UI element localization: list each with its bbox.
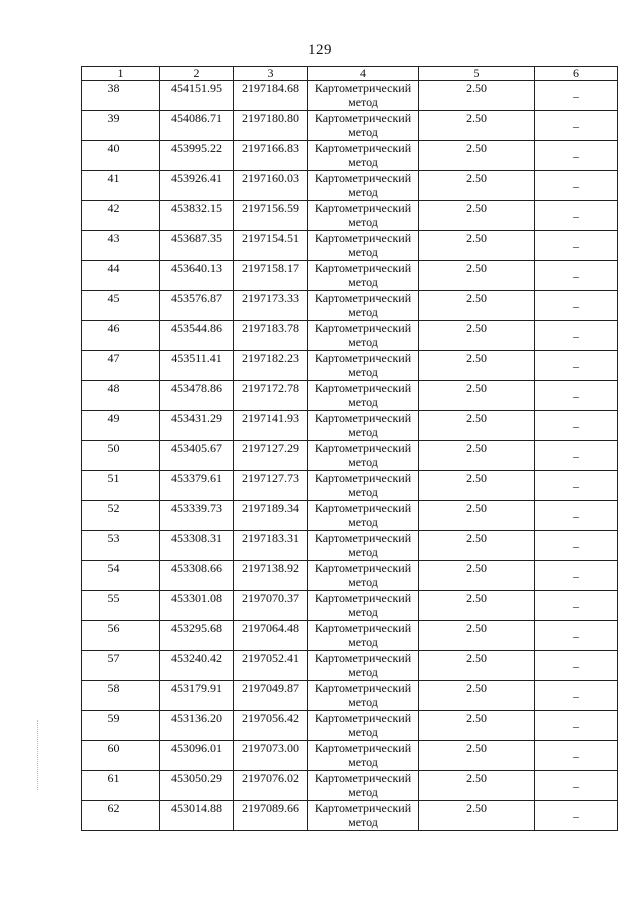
point-number-cell: 44: [82, 261, 160, 291]
coordinate-x-cell: 453576.87: [160, 291, 234, 321]
extra-cell: –: [535, 381, 618, 411]
method-line-2: метод: [348, 305, 378, 319]
method-cell: [308, 261, 419, 291]
extra-cell: –: [535, 471, 618, 501]
extra-cell: –: [535, 801, 618, 831]
method-cell: [308, 171, 419, 201]
extra-cell: –: [535, 141, 618, 171]
method-line-1: Картометрический: [314, 351, 412, 365]
point-number-cell: 53: [82, 531, 160, 561]
table-row: [82, 591, 618, 621]
method-cell: [308, 681, 419, 711]
precision-cell: 2.50: [419, 381, 535, 411]
method-line-1: Картометрический: [314, 741, 412, 755]
extra-cell: –: [535, 591, 618, 621]
coordinate-y-cell: 2197127.73: [234, 471, 308, 501]
coordinate-y-cell: 2197183.78: [234, 321, 308, 351]
method-line-2: метод: [348, 485, 378, 499]
page-number: 129: [308, 42, 332, 58]
precision-cell: 2.50: [419, 681, 535, 711]
extra-cell: –: [535, 621, 618, 651]
method-line-2: метод: [348, 785, 378, 799]
coordinate-x-cell: 453014.88: [160, 801, 234, 831]
point-number-cell: 43: [82, 231, 160, 261]
extra-cell: –: [535, 81, 618, 111]
method-line-1: Картометрический: [314, 441, 412, 455]
method-line-2: метод: [348, 395, 378, 409]
method-line-1: Картометрический: [314, 651, 412, 665]
extra-cell: –: [535, 681, 618, 711]
extra-cell: –: [535, 321, 618, 351]
extra-cell: –: [535, 171, 618, 201]
extra-cell: –: [535, 531, 618, 561]
precision-cell: 2.50: [419, 141, 535, 171]
method-line-2: метод: [348, 95, 378, 109]
table-row: [82, 231, 618, 261]
point-number-cell: 58: [82, 681, 160, 711]
coordinates-table: [81, 66, 618, 831]
method-line-1: Картометрический: [314, 711, 412, 725]
precision-cell: 2.50: [419, 231, 535, 261]
extra-cell: –: [535, 711, 618, 741]
method-line-2: метод: [348, 425, 378, 439]
method-cell: [308, 561, 419, 591]
point-number-cell: 40: [82, 141, 160, 171]
method-cell: [308, 471, 419, 501]
table-row: [82, 771, 618, 801]
coordinate-y-cell: 2197180.80: [234, 111, 308, 141]
coordinate-y-cell: 2197070.37: [234, 591, 308, 621]
method-line-1: Картометрический: [314, 261, 412, 275]
method-line-2: метод: [348, 185, 378, 199]
point-number-cell: 55: [82, 591, 160, 621]
coordinate-x-cell: 453295.68: [160, 621, 234, 651]
precision-cell: 2.50: [419, 81, 535, 111]
coordinate-x-cell: 453832.15: [160, 201, 234, 231]
extra-cell: –: [535, 291, 618, 321]
extra-cell: –: [535, 201, 618, 231]
method-line-2: метод: [348, 695, 378, 709]
coordinate-y-cell: 2197154.51: [234, 231, 308, 261]
table-row: [82, 171, 618, 201]
method-line-1: Картометрический: [314, 531, 412, 545]
extra-cell: –: [535, 501, 618, 531]
method-cell: [308, 381, 419, 411]
method-cell: [308, 801, 419, 831]
method-line-1: Картометрический: [314, 81, 412, 95]
method-line-1: Картометрический: [314, 411, 412, 425]
method-cell: [308, 531, 419, 561]
coordinate-x-cell: 454086.71: [160, 111, 234, 141]
method-line-1: Картометрический: [314, 681, 412, 695]
method-line-1: Картометрический: [314, 501, 412, 515]
method-line-1: Картометрический: [314, 231, 412, 245]
precision-cell: 2.50: [419, 261, 535, 291]
precision-cell: 2.50: [419, 741, 535, 771]
method-line-2: метод: [348, 215, 378, 229]
table-row: [82, 351, 618, 381]
coordinate-x-cell: 453301.08: [160, 591, 234, 621]
method-line-2: метод: [348, 245, 378, 259]
table-row: [82, 651, 618, 681]
coordinate-y-cell: 2197089.66: [234, 801, 308, 831]
method-cell: [308, 441, 419, 471]
method-cell: [308, 621, 419, 651]
coordinate-y-cell: 2197076.02: [234, 771, 308, 801]
coordinate-y-cell: 2197138.92: [234, 561, 308, 591]
table-row: [82, 621, 618, 651]
table-row: [82, 801, 618, 831]
coordinate-x-cell: 453050.29: [160, 771, 234, 801]
point-number-cell: 38: [82, 81, 160, 111]
extra-cell: –: [535, 231, 618, 261]
method-cell: [308, 651, 419, 681]
extra-cell: –: [535, 651, 618, 681]
method-line-1: Картометрический: [314, 291, 412, 305]
scan-margin-mark: [37, 720, 39, 790]
method-line-1: Картометрический: [314, 801, 412, 815]
table-row: [82, 261, 618, 291]
table-row: [82, 201, 618, 231]
method-cell: [308, 591, 419, 621]
precision-cell: 2.50: [419, 291, 535, 321]
method-line-2: метод: [348, 125, 378, 139]
coordinate-y-cell: 2197156.59: [234, 201, 308, 231]
method-line-2: метод: [348, 155, 378, 169]
table-header: [82, 67, 618, 81]
method-cell: [308, 231, 419, 261]
precision-cell: 2.50: [419, 411, 535, 441]
extra-cell: –: [535, 561, 618, 591]
table-row: [82, 681, 618, 711]
point-number-cell: 52: [82, 501, 160, 531]
coordinate-x-cell: 453179.91: [160, 681, 234, 711]
table-row: [82, 411, 618, 441]
table-row: [82, 81, 618, 111]
point-number-cell: 54: [82, 561, 160, 591]
coordinate-x-cell: 453379.61: [160, 471, 234, 501]
table-row: [82, 531, 618, 561]
point-number-cell: 46: [82, 321, 160, 351]
coordinate-y-cell: 2197064.48: [234, 621, 308, 651]
coordinate-y-cell: 2197173.33: [234, 291, 308, 321]
extra-cell: –: [535, 441, 618, 471]
precision-cell: 2.50: [419, 471, 535, 501]
precision-cell: 2.50: [419, 561, 535, 591]
method-cell: [308, 351, 419, 381]
coordinate-x-cell: 453096.01: [160, 741, 234, 771]
coordinate-y-cell: 2197127.29: [234, 441, 308, 471]
extra-cell: –: [535, 351, 618, 381]
table-row: [82, 471, 618, 501]
coordinate-y-cell: 2197141.93: [234, 411, 308, 441]
coordinate-y-cell: 2197052.41: [234, 651, 308, 681]
column-header-3: 3: [234, 67, 308, 81]
table-row: [82, 291, 618, 321]
column-header-6: 6: [535, 67, 618, 81]
table-row: [82, 501, 618, 531]
table-row: [82, 441, 618, 471]
column-header-5: 5: [419, 67, 535, 81]
method-line-2: метод: [348, 275, 378, 289]
coordinate-y-cell: 2197183.31: [234, 531, 308, 561]
precision-cell: 2.50: [419, 201, 535, 231]
method-cell: [308, 321, 419, 351]
coordinate-y-cell: 2197189.34: [234, 501, 308, 531]
method-line-2: метод: [348, 665, 378, 679]
method-line-1: Картометрический: [314, 561, 412, 575]
precision-cell: 2.50: [419, 441, 535, 471]
method-line-2: метод: [348, 635, 378, 649]
method-cell: [308, 291, 419, 321]
method-cell: [308, 411, 419, 441]
method-cell: [308, 141, 419, 171]
method-line-2: метод: [348, 545, 378, 559]
coordinate-x-cell: 453308.66: [160, 561, 234, 591]
method-line-1: Картометрический: [314, 111, 412, 125]
coordinate-x-cell: 453405.67: [160, 441, 234, 471]
extra-cell: –: [535, 261, 618, 291]
coordinate-x-cell: 453240.42: [160, 651, 234, 681]
method-line-2: метод: [348, 605, 378, 619]
method-cell: [308, 741, 419, 771]
extra-cell: –: [535, 771, 618, 801]
table-row: [82, 711, 618, 741]
method-line-1: Картометрический: [314, 381, 412, 395]
coordinate-x-cell: 453640.13: [160, 261, 234, 291]
point-number-cell: 41: [82, 171, 160, 201]
coordinate-y-cell: 2197160.03: [234, 171, 308, 201]
precision-cell: 2.50: [419, 621, 535, 651]
method-line-1: Картометрический: [314, 591, 412, 605]
coordinate-x-cell: 453511.41: [160, 351, 234, 381]
precision-cell: 2.50: [419, 801, 535, 831]
method-line-1: Картометрический: [314, 471, 412, 485]
method-line-1: Картометрический: [314, 321, 412, 335]
method-line-1: Картометрический: [314, 771, 412, 785]
method-line-2: метод: [348, 455, 378, 469]
method-line-2: метод: [348, 515, 378, 529]
point-number-cell: 45: [82, 291, 160, 321]
precision-cell: 2.50: [419, 651, 535, 681]
point-number-cell: 47: [82, 351, 160, 381]
method-cell: [308, 201, 419, 231]
column-header-4: 4: [308, 67, 419, 81]
point-number-cell: 59: [82, 711, 160, 741]
table-row: [82, 741, 618, 771]
coordinate-x-cell: 453926.41: [160, 171, 234, 201]
coordinate-y-cell: 2197172.78: [234, 381, 308, 411]
precision-cell: 2.50: [419, 111, 535, 141]
precision-cell: 2.50: [419, 771, 535, 801]
method-line-2: метод: [348, 365, 378, 379]
coordinate-x-cell: 453995.22: [160, 141, 234, 171]
coordinate-y-cell: 2197166.83: [234, 141, 308, 171]
coordinate-x-cell: 453544.86: [160, 321, 234, 351]
point-number-cell: 42: [82, 201, 160, 231]
table-row: [82, 321, 618, 351]
method-line-2: метод: [348, 725, 378, 739]
point-number-cell: 62: [82, 801, 160, 831]
precision-cell: 2.50: [419, 321, 535, 351]
coordinate-y-cell: 2197184.68: [234, 81, 308, 111]
extra-cell: –: [535, 741, 618, 771]
coordinate-y-cell: 2197182.23: [234, 351, 308, 381]
precision-cell: 2.50: [419, 711, 535, 741]
header-row: [82, 67, 618, 81]
coordinate-y-cell: 2197158.17: [234, 261, 308, 291]
point-number-cell: 60: [82, 741, 160, 771]
method-line-2: метод: [348, 335, 378, 349]
table-row: [82, 111, 618, 141]
extra-cell: –: [535, 111, 618, 141]
precision-cell: 2.50: [419, 171, 535, 201]
coordinate-x-cell: 453339.73: [160, 501, 234, 531]
column-header-2: 2: [160, 67, 234, 81]
coordinate-y-cell: 2197049.87: [234, 681, 308, 711]
point-number-cell: 48: [82, 381, 160, 411]
method-line-2: метод: [348, 755, 378, 769]
point-number-cell: 51: [82, 471, 160, 501]
point-number-cell: 56: [82, 621, 160, 651]
method-line-1: Картометрический: [314, 201, 412, 215]
table-row: [82, 381, 618, 411]
point-number-cell: 49: [82, 411, 160, 441]
coordinate-x-cell: 454151.95: [160, 81, 234, 111]
coordinate-y-cell: 2197073.00: [234, 741, 308, 771]
point-number-cell: 50: [82, 441, 160, 471]
extra-cell: –: [535, 411, 618, 441]
point-number-cell: 61: [82, 771, 160, 801]
method-line-2: метод: [348, 815, 378, 829]
table-row: [82, 561, 618, 591]
method-cell: [308, 771, 419, 801]
method-cell: [308, 501, 419, 531]
precision-cell: 2.50: [419, 501, 535, 531]
coordinate-x-cell: 453431.29: [160, 411, 234, 441]
method-cell: [308, 111, 419, 141]
coordinate-x-cell: 453478.86: [160, 381, 234, 411]
coordinate-x-cell: 453136.20: [160, 711, 234, 741]
column-header-1: 1: [82, 67, 160, 81]
point-number-cell: 39: [82, 111, 160, 141]
method-line-2: метод: [348, 575, 378, 589]
method-cell: [308, 81, 419, 111]
method-cell: [308, 711, 419, 741]
method-line-1: Картометрический: [314, 171, 412, 185]
point-number-cell: 57: [82, 651, 160, 681]
method-line-1: Картометрический: [314, 141, 412, 155]
table-row: [82, 141, 618, 171]
precision-cell: 2.50: [419, 351, 535, 381]
precision-cell: 2.50: [419, 531, 535, 561]
precision-cell: 2.50: [419, 591, 535, 621]
coordinate-x-cell: 453308.31: [160, 531, 234, 561]
method-line-1: Картометрический: [314, 621, 412, 635]
coordinate-y-cell: 2197056.42: [234, 711, 308, 741]
table-body: [82, 81, 618, 831]
coordinate-x-cell: 453687.35: [160, 231, 234, 261]
